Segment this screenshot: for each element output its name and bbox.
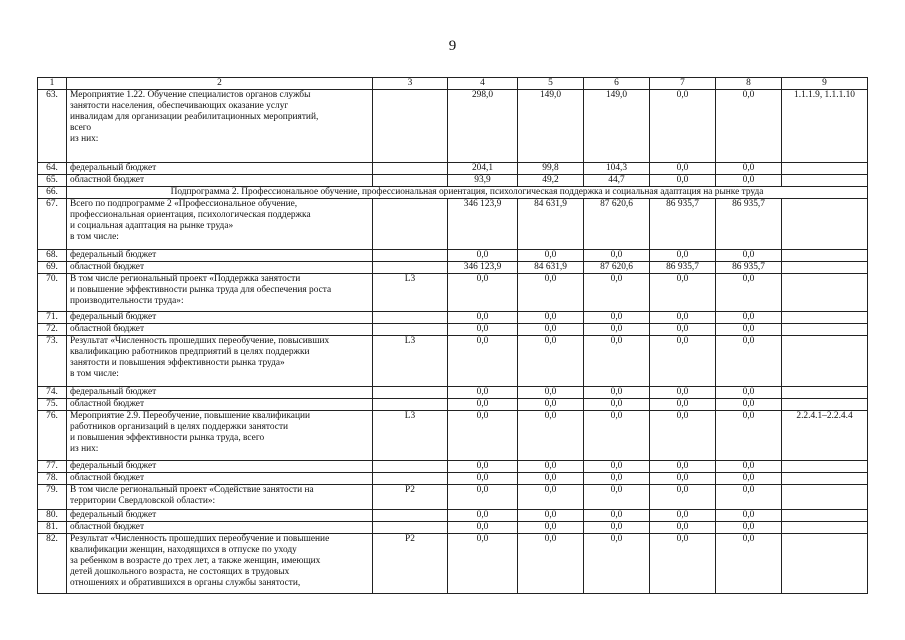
- value-col-8: 0,0: [716, 163, 782, 175]
- value-col-7: 86 935,7: [650, 199, 716, 250]
- value-col-6: 0,0: [584, 461, 650, 473]
- target-indicator-refs: [782, 163, 868, 175]
- value-col-7: 0,0: [650, 461, 716, 473]
- value-col-5: 0,0: [518, 411, 584, 461]
- target-indicator-refs: [782, 274, 868, 312]
- value-col-7: 0,0: [650, 163, 716, 175]
- value-col-4: 0,0: [448, 485, 518, 510]
- value-col-8: 0,0: [716, 411, 782, 461]
- value-col-6: 0,0: [584, 399, 650, 411]
- value-col-7: 0,0: [650, 522, 716, 534]
- value-col-8: 0,0: [716, 274, 782, 312]
- value-col-5: 149,0: [518, 90, 584, 163]
- row-description: Всего по подпрограмме 2 «Профессиональное обучение, профессиональная ориентация, психологическая поддержка и социальная адаптация на рынке труда» в том числе:: [67, 199, 373, 250]
- row-number: 68.: [38, 250, 67, 262]
- row-code: L3: [373, 411, 448, 461]
- row-code: L3: [373, 336, 448, 387]
- row-number: 65.: [38, 175, 67, 187]
- value-col-8: 0,0: [716, 473, 782, 485]
- row-code: P2: [373, 485, 448, 510]
- value-col-6: 87 620,6: [584, 262, 650, 274]
- value-col-6: 0,0: [584, 473, 650, 485]
- row-code: [373, 90, 448, 163]
- row-code: [373, 399, 448, 411]
- table-row: [38, 312, 868, 324]
- value-col-8: 0,0: [716, 522, 782, 534]
- row-number: 74.: [38, 387, 67, 399]
- value-col-7: 0,0: [650, 473, 716, 485]
- table-row: [38, 461, 868, 473]
- value-col-5: 0,0: [518, 522, 584, 534]
- value-col-6: 0,0: [584, 250, 650, 262]
- row-description: областной бюджет: [67, 262, 373, 274]
- table-row: [38, 510, 868, 522]
- row-number: 66.: [38, 187, 67, 199]
- value-col-4: 0,0: [448, 399, 518, 411]
- value-col-4: 0,0: [448, 250, 518, 262]
- table-row: [38, 274, 868, 312]
- row-number: 78.: [38, 473, 67, 485]
- value-col-7: 0,0: [650, 485, 716, 510]
- value-col-4: 0,0: [448, 510, 518, 522]
- row-description: Результат «Численность прошедших переобучение, повысивших квалификацию работников предприятий в целях поддержки занятости и повышения эффективности рынка труда» в том числе:: [67, 336, 373, 387]
- row-description: федеральный бюджет: [67, 461, 373, 473]
- value-col-8: 0,0: [716, 175, 782, 187]
- target-indicator-refs: [782, 399, 868, 411]
- budget-table: [37, 77, 868, 594]
- row-description: Мероприятие 2.9. Переобучение, повышение квалификации работников организаций в целях поддержки занятости и повышения эффективности рынка труда, всего из них:: [67, 411, 373, 461]
- target-indicator-refs: [782, 250, 868, 262]
- table-row: [38, 485, 868, 510]
- target-indicator-refs: [782, 534, 868, 594]
- table-row: [38, 534, 868, 594]
- value-col-5: 99,8: [518, 163, 584, 175]
- value-col-5: 84 631,9: [518, 199, 584, 250]
- row-description: областной бюджет: [67, 175, 373, 187]
- row-description: федеральный бюджет: [67, 387, 373, 399]
- value-col-5: 0,0: [518, 312, 584, 324]
- target-indicator-refs: [782, 510, 868, 522]
- target-indicator-refs: [782, 473, 868, 485]
- row-description: В том числе региональный проект «Содействие занятости на территории Свердловской области»:: [67, 485, 373, 510]
- value-col-4: 0,0: [448, 461, 518, 473]
- value-col-5: 0,0: [518, 461, 584, 473]
- row-description: областной бюджет: [67, 399, 373, 411]
- row-number: 70.: [38, 274, 67, 312]
- value-col-6: 0,0: [584, 312, 650, 324]
- table-row: [38, 387, 868, 399]
- value-col-4: 0,0: [448, 473, 518, 485]
- value-col-5: 0,0: [518, 274, 584, 312]
- target-indicator-refs: [782, 262, 868, 274]
- row-code: [373, 461, 448, 473]
- row-number: 76.: [38, 411, 67, 461]
- value-col-7: 0,0: [650, 324, 716, 336]
- section-title: Подпрограмма 2. Профессиональное обучение, профессиональная ориентация, психологическая поддержка и социальная адаптация на рынке труда: [67, 187, 868, 199]
- row-description: областной бюджет: [67, 324, 373, 336]
- row-description: федеральный бюджет: [67, 510, 373, 522]
- row-number: 67.: [38, 199, 67, 250]
- row-description: Результат «Численность прошедших переобучение и повышение квалификации женщин, находящихся в отпуске по уходу за ребенком в возрасте до трех лет, а также женщин, имеющих детей дошкольного возраста, не состоящих в трудовых отношениях и обратившихся в органы службы занятости,: [67, 534, 373, 594]
- row-code: [373, 473, 448, 485]
- value-col-6: 0,0: [584, 510, 650, 522]
- value-col-6: 44,7: [584, 175, 650, 187]
- value-col-8: 0,0: [716, 250, 782, 262]
- target-indicator-refs: 2.2.4.1–2.2.4.4: [782, 411, 868, 461]
- row-code: [373, 163, 448, 175]
- value-col-6: 0,0: [584, 324, 650, 336]
- value-col-8: 0,0: [716, 485, 782, 510]
- column-header-3: 3: [373, 78, 448, 90]
- value-col-8: 0,0: [716, 510, 782, 522]
- value-col-7: 0,0: [650, 250, 716, 262]
- target-indicator-refs: 1.1.1.9, 1.1.1.10: [782, 90, 868, 163]
- value-col-5: 49,2: [518, 175, 584, 187]
- row-number: 64.: [38, 163, 67, 175]
- value-col-8: 0,0: [716, 461, 782, 473]
- value-col-8: 0,0: [716, 312, 782, 324]
- row-code: [373, 250, 448, 262]
- target-indicator-refs: [782, 324, 868, 336]
- value-col-5: 0,0: [518, 534, 584, 594]
- row-code: L3: [373, 274, 448, 312]
- target-indicator-refs: [782, 485, 868, 510]
- value-col-6: 0,0: [584, 387, 650, 399]
- value-col-8: 86 935,7: [716, 262, 782, 274]
- table-row: [38, 187, 868, 199]
- target-indicator-refs: [782, 387, 868, 399]
- row-code: [373, 510, 448, 522]
- value-col-5: 0,0: [518, 324, 584, 336]
- column-header-9: 9: [782, 78, 868, 90]
- value-col-5: 84 631,9: [518, 262, 584, 274]
- target-indicator-refs: [782, 522, 868, 534]
- table-row: [38, 399, 868, 411]
- row-description: Мероприятие 1.22. Обучение специалистов органов службы занятости населения, обеспечивающих оказание услуг инвалидам для организации реабилитационных мероприятий, всего из них:: [67, 90, 373, 163]
- row-description: областной бюджет: [67, 473, 373, 485]
- row-description: федеральный бюджет: [67, 163, 373, 175]
- value-col-7: 0,0: [650, 387, 716, 399]
- value-col-6: 0,0: [584, 274, 650, 312]
- table-header-row: [38, 78, 868, 90]
- value-col-4: 0,0: [448, 324, 518, 336]
- value-col-6: 0,0: [584, 522, 650, 534]
- table-row: [38, 522, 868, 534]
- row-number: 72.: [38, 324, 67, 336]
- table-row: [38, 163, 868, 175]
- row-code: [373, 262, 448, 274]
- column-header-6: 6: [584, 78, 650, 90]
- value-col-6: 0,0: [584, 534, 650, 594]
- row-code: P2: [373, 534, 448, 594]
- row-number: 77.: [38, 461, 67, 473]
- value-col-4: 346 123,9: [448, 262, 518, 274]
- value-col-7: 0,0: [650, 510, 716, 522]
- row-number: 71.: [38, 312, 67, 324]
- value-col-6: 0,0: [584, 336, 650, 387]
- value-col-4: 298,0: [448, 90, 518, 163]
- value-col-7: 0,0: [650, 90, 716, 163]
- value-col-5: 0,0: [518, 473, 584, 485]
- value-col-6: 0,0: [584, 485, 650, 510]
- value-col-4: 0,0: [448, 534, 518, 594]
- row-description: федеральный бюджет: [67, 312, 373, 324]
- row-code: [373, 522, 448, 534]
- table-row: [38, 411, 868, 461]
- value-col-6: 104,3: [584, 163, 650, 175]
- target-indicator-refs: [782, 461, 868, 473]
- row-number: 75.: [38, 399, 67, 411]
- value-col-4: 93,9: [448, 175, 518, 187]
- row-description: областной бюджет: [67, 522, 373, 534]
- value-col-4: 0,0: [448, 411, 518, 461]
- value-col-4: 0,0: [448, 387, 518, 399]
- value-col-5: 0,0: [518, 399, 584, 411]
- value-col-4: 0,0: [448, 274, 518, 312]
- value-col-4: 0,0: [448, 522, 518, 534]
- table-row: [38, 175, 868, 187]
- value-col-7: 0,0: [650, 399, 716, 411]
- value-col-4: 204,1: [448, 163, 518, 175]
- target-indicator-refs: [782, 199, 868, 250]
- row-code: [373, 312, 448, 324]
- value-col-5: 0,0: [518, 336, 584, 387]
- table-row: [38, 262, 868, 274]
- value-col-5: 0,0: [518, 387, 584, 399]
- row-code: [373, 175, 448, 187]
- row-number: 81.: [38, 522, 67, 534]
- table-row: [38, 336, 868, 387]
- value-col-4: 0,0: [448, 336, 518, 387]
- value-col-7: 0,0: [650, 336, 716, 387]
- value-col-5: 0,0: [518, 510, 584, 522]
- page-number: 9: [448, 38, 457, 54]
- value-col-7: 0,0: [650, 534, 716, 594]
- value-col-8: 0,0: [716, 534, 782, 594]
- value-col-7: 86 935,7: [650, 262, 716, 274]
- column-header-8: 8: [716, 78, 782, 90]
- row-description: федеральный бюджет: [67, 250, 373, 262]
- value-col-6: 0,0: [584, 411, 650, 461]
- value-col-7: 0,0: [650, 274, 716, 312]
- table-row: [38, 473, 868, 485]
- value-col-8: 0,0: [716, 387, 782, 399]
- value-col-8: 0,0: [716, 336, 782, 387]
- value-col-7: 0,0: [650, 175, 716, 187]
- row-code: [373, 324, 448, 336]
- table-row: [38, 250, 868, 262]
- value-col-6: 87 620,6: [584, 199, 650, 250]
- value-col-7: 0,0: [650, 312, 716, 324]
- value-col-5: 0,0: [518, 485, 584, 510]
- row-number: 80.: [38, 510, 67, 522]
- value-col-8: 86 935,7: [716, 199, 782, 250]
- row-number: 73.: [38, 336, 67, 387]
- target-indicator-refs: [782, 312, 868, 324]
- column-header-1: 1: [38, 78, 67, 90]
- table-row: [38, 324, 868, 336]
- value-col-6: 149,0: [584, 90, 650, 163]
- column-header-4: 4: [448, 78, 518, 90]
- column-header-7: 7: [650, 78, 716, 90]
- value-col-8: 0,0: [716, 399, 782, 411]
- row-description: В том числе региональный проект «Поддержка занятости и повышение эффективности рынка труда для обеспечения роста производительности труда»:: [67, 274, 373, 312]
- column-header-2: 2: [67, 78, 373, 90]
- row-code: [373, 199, 448, 250]
- table-row: [38, 199, 868, 250]
- value-col-5: 0,0: [518, 250, 584, 262]
- row-code: [373, 387, 448, 399]
- value-col-4: 346 123,9: [448, 199, 518, 250]
- row-number: 69.: [38, 262, 67, 274]
- value-col-4: 0,0: [448, 312, 518, 324]
- target-indicator-refs: [782, 175, 868, 187]
- row-number: 63.: [38, 90, 67, 163]
- value-col-8: 0,0: [716, 324, 782, 336]
- table-row: [38, 90, 868, 163]
- row-number: 79.: [38, 485, 67, 510]
- row-number: 82.: [38, 534, 67, 594]
- column-header-5: 5: [518, 78, 584, 90]
- target-indicator-refs: [782, 336, 868, 387]
- value-col-7: 0,0: [650, 411, 716, 461]
- value-col-8: 0,0: [716, 90, 782, 163]
